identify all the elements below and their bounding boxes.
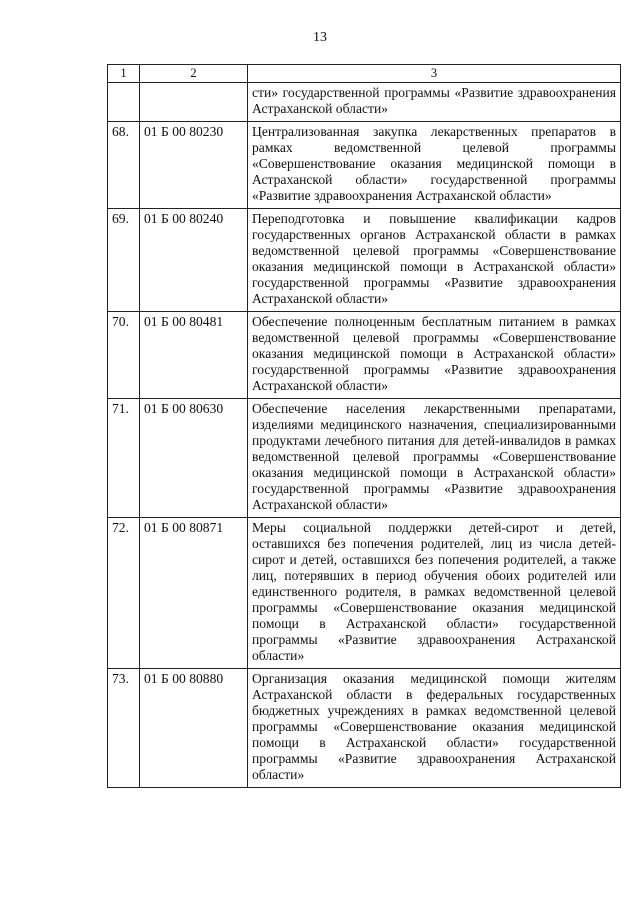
table-row — [108, 83, 621, 122]
row-description: сти» государственной программы «Развитие здравоохранения Астраханской области» — [248, 83, 621, 122]
row-code: 01 Б 00 80240 — [140, 209, 248, 312]
row-number: 71. — [108, 399, 140, 518]
row-number: 72. — [108, 518, 140, 669]
row-code: 01 Б 00 80230 — [140, 122, 248, 209]
budget-codes-table — [107, 64, 621, 788]
row-description: Обеспечение полноценным бесплатным питанием в рамках ведомственной целевой программы «Совершенствование оказания медицинской помощи в Астраханской области» государственной программы «Развитие здравоохранения Астраханской области» — [248, 312, 621, 399]
table-row — [108, 518, 621, 669]
row-number — [108, 83, 140, 122]
page-number: 13 — [313, 30, 327, 45]
row-code: 01 Б 00 80481 — [140, 312, 248, 399]
row-code — [140, 83, 248, 122]
table-row — [108, 209, 621, 312]
row-code: 01 Б 00 80880 — [140, 669, 248, 788]
row-number: 70. — [108, 312, 140, 399]
column-header-2: 2 — [140, 65, 248, 83]
row-description: Обеспечение населения лекарственными препаратами, изделиями медицинского назначения, специализированными продуктами лечебного питания для детей-инвалидов в рамках ведомственной целевой программы «Совершенствование оказания медицинской помощи в Астраханской области» государственной программы «Развитие здравоохранения Астраханской области» — [248, 399, 621, 518]
row-description: Переподготовка и повышение квалификации кадров государственных органов Астраханской области в рамках ведомственной целевой программы «Совершенствование оказания медицинской помощи в Астраханской области» государственной программы «Развитие здравоохранения Астраханской области» — [248, 209, 621, 312]
table-row — [108, 669, 621, 788]
table-row — [108, 312, 621, 399]
row-code: 01 Б 00 80630 — [140, 399, 248, 518]
table-header-row — [108, 65, 621, 83]
table-row — [108, 122, 621, 209]
row-number: 68. — [108, 122, 140, 209]
column-header-3: 3 — [248, 65, 621, 83]
table-row — [108, 399, 621, 518]
row-number: 73. — [108, 669, 140, 788]
row-code: 01 Б 00 80871 — [140, 518, 248, 669]
row-description: Централизованная закупка лекарственных препаратов в рамках ведомственной целевой программы «Совершенствование оказания медицинской помощи в Астраханской области» государственной программы «Развитие здравоохранения Астраханской области» — [248, 122, 621, 209]
row-number: 69. — [108, 209, 140, 312]
column-header-1: 1 — [108, 65, 140, 83]
row-description: Меры социальной поддержки детей-сирот и детей, оставшихся без попечения родителей, лиц из числа детей-сирот и детей, оставшихся без попечения родителей, а также лиц, потерявших в период обучения обоих родителей или единственного родителя, в рамках ведомственной целевой программы «Совершенствование оказания медицинской помощи в Астраханской области» государственной программы «Развитие здравоохранения Астраханской области» — [248, 518, 621, 669]
row-description: Организация оказания медицинской помощи жителям Астраханской области в федеральных государственных бюджетных учреждениях в рамках ведомственной целевой программы «Совершенствование оказания медицинской помощи в Астраханской области» государственной программы «Развитие здравоохранения Астраханской области» — [248, 669, 621, 788]
